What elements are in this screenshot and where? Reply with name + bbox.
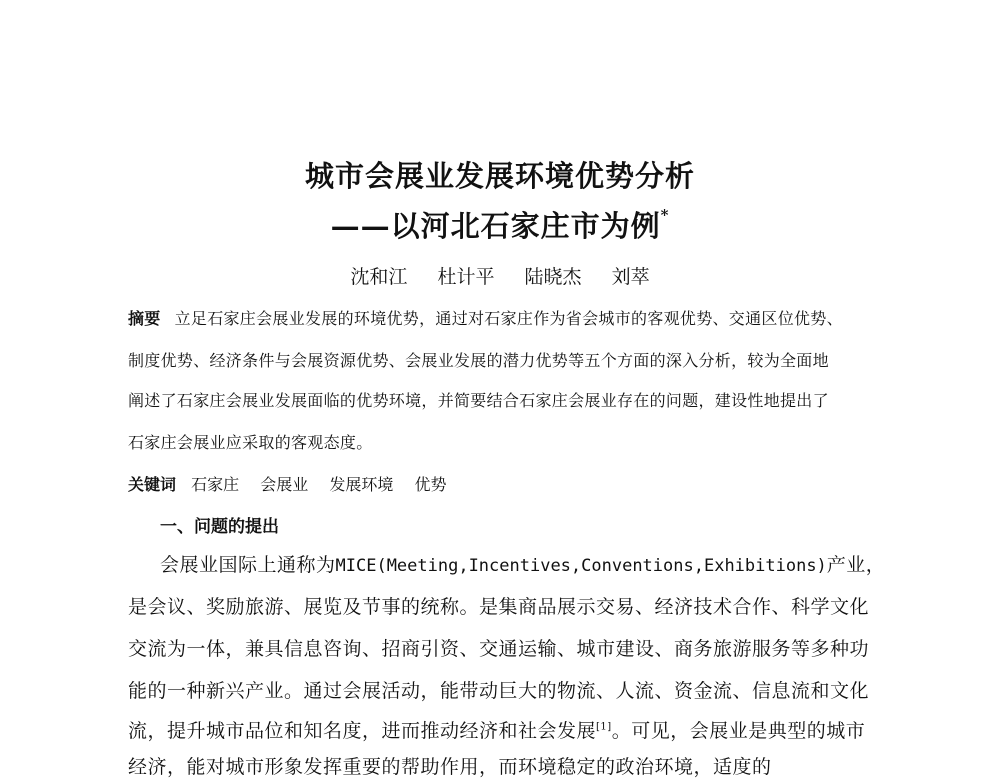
paper-subtitle [0, 204, 1000, 245]
body-line-1-suffix: 产业， [826, 554, 886, 576]
abstract-line-4 [128, 430, 888, 453]
abstract-line-3 [128, 388, 888, 411]
body-line-5 [128, 716, 890, 743]
citation-ref[interactable]: [1] [596, 721, 612, 733]
keywords [128, 472, 462, 495]
author-1: 沈和江 [350, 266, 408, 288]
author-2: 杜计平 [437, 266, 495, 288]
keyword-1: 石家庄 [191, 475, 240, 494]
keyword-3: 发展环境 [329, 475, 394, 494]
abstract-text-2: 制度优势、经济条件与会展资源优势、会展业发展的潜力优势等五个方面的深入分析，较为全面地 [128, 351, 829, 370]
body-line-5-prefix: 流，提升城市品位和知名度，进而推动经济和社会发展 [128, 720, 597, 742]
paper-title [0, 154, 1000, 195]
keyword-2: 会展业 [260, 475, 309, 494]
abstract-text-1: 立足石家庄会展业发展的环境优势，通过对石家庄作为省会城市的客观优势、交通区位优势、 [174, 309, 843, 328]
author-4: 刘萃 [611, 266, 650, 288]
title-line-2: ——以河北石家庄市为例 [330, 209, 661, 243]
section-heading: 一、问题的提出 [160, 517, 279, 537]
author-3: 陆晓杰 [524, 266, 582, 288]
title-footnote-mark: * [660, 206, 670, 224]
title-line-1: 城市会展业发展环境优势分析 [304, 159, 695, 193]
keywords-label: 关键词 [128, 475, 177, 494]
body-line-1-latin: MICE(Meeting,Incentives,Conventions,Exhibitions) [335, 556, 827, 576]
body-line-4: 能的一种新兴产业。通过会展活动，能带动巨大的物流、人流、资金流、信息流和文化 [128, 680, 870, 702]
abstract-text-4: 石家庄会展业应采取的客观态度。 [128, 433, 373, 452]
body-line-5-suffix: 。可见，会展业是典型的城市 [611, 720, 866, 742]
body-line-3: 交流为一体，兼具信息咨询、招商引资、交通运输、城市建设、商务旅游服务等多种功 [128, 638, 870, 660]
body-line-1-prefix: 会展业国际上通称为 [160, 554, 336, 576]
author-list [0, 262, 1000, 289]
body-line-1 [160, 550, 922, 577]
body-line-6: 经济，能对城市形象发挥重要的帮助作用，而环境稳定的政治环境，适度的 [128, 756, 772, 778]
body-line-2: 是会议、奖励旅游、展览及节事的统称。是集商品展示交易、经济技术合作、科学文化 [128, 596, 870, 618]
keyword-4: 优势 [414, 475, 447, 494]
abstract-line-1 [128, 306, 888, 329]
abstract-text-3: 阐述了石家庄会展业发展面临的优势环境，并简要结合石家庄会展业存在的问题，建设性地提出了 [128, 391, 829, 410]
abstract-label: 摘要 [128, 309, 161, 328]
abstract-line-2 [128, 348, 888, 371]
